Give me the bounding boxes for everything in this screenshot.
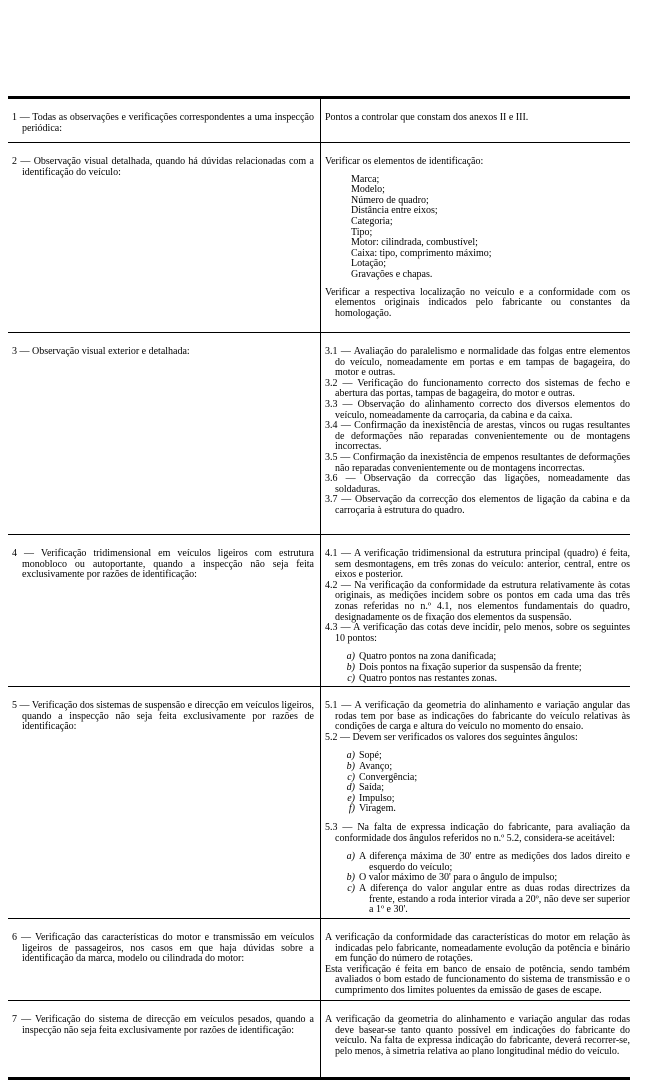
list-item: Modelo; (351, 184, 385, 196)
list-text: Quatro pontos na zona danificada; (359, 651, 497, 663)
list-text: A diferença máxima de 30' entre as medições dos lados direito e esquerdo do veículo; (359, 851, 630, 873)
row-text: 1 — Todas as observações e verificações correspondentes a uma inspecção periódica: (12, 112, 314, 134)
points-list (339, 652, 630, 684)
row-2-checks (321, 143, 630, 332)
list-label: a) (346, 750, 355, 762)
row-text: 6 — Verificação das características do motor e transmissão em veículos ligeiros de passageiros, nos casos em que haja dúvidas sobre a identificação da marca, modelo ou cilindrada do motor: (12, 932, 314, 965)
inspection-table (8, 96, 630, 1080)
row-text: Esta verificação é feita em banco de ensaio de potência, sendo também avaliados o bom estado de funcionamento do sistema de transmissão e o cumprimento dos limites poluentes da emissão de gases de escape. (325, 963, 630, 996)
row-4-description (8, 535, 321, 686)
list-item (339, 884, 630, 916)
list-text: Convergência; (359, 771, 418, 783)
list-text: A diferença do valor angular entre as duas rodas directrizes da frente, estando a roda interior virada a 20º, não deve ser superior a 1º e 30'. (359, 882, 630, 916)
row-1-description (8, 99, 321, 142)
row-text: 4.3 — A verificação das cotas deve incidir, pelo menos, sobre os seguintes 10 pontos: (325, 622, 630, 644)
row-text: 3.3 — Observação do alinhamento correcto dos diversos elementos do veículo, nomeadamente da carroçaria, da cabina e da caixa. (325, 398, 630, 421)
row-7-checks (321, 1001, 630, 1077)
row-4-checks (321, 535, 630, 686)
angles-list (339, 751, 630, 815)
row-5-checks (321, 687, 630, 918)
list-label: e) (347, 792, 355, 804)
row-text: 5.2 — Devem ser verificados os valores dos seguintes ângulos: (325, 731, 578, 743)
list-label: c) (347, 882, 355, 894)
list-text: Impulso; (359, 792, 395, 804)
list-text: Viragem. (359, 803, 396, 815)
list-text: Quatro pontos nas restantes zonas. (359, 672, 498, 684)
table-row (8, 686, 630, 918)
list-item: Lotação; (351, 258, 386, 270)
table-row (8, 534, 630, 686)
list-label: b) (346, 760, 355, 772)
list-text: Dois pontos na fixação superior da suspensão da frente; (359, 661, 582, 673)
row-text: 5.3 — Na falta de expressa indicação do fabricante, para avaliação da conformidade dos ângulos referidos no n.º 5.2, considera-se aceitável: (325, 821, 630, 844)
row-text: 5 — Verificação dos sistemas de suspensão e direcção em veículos ligeiros, quando a inspecção não seja feita exclusivamente por razões de identificação: (12, 700, 314, 733)
list-item: Distância entre eixos; (351, 205, 438, 217)
list-item: Caixa: tipo, comprimento máximo; (351, 247, 492, 259)
row-text: 3.1 — Avaliação do paralelismo e normalidade das folgas entre elementos do veículo, nomeadamente em portas e em tampas de bagageira, do motor e outras. (325, 346, 630, 379)
list-label: a) (346, 651, 355, 663)
row-text: 4 — Verificação tridimensional em veículos ligeiros com estrutura monobloco ou autoportante, quando a inspecção não seja feita exclusivamente por razões de identificação: (12, 548, 314, 581)
row-text: 3.2 — Verificação do funcionamento correcto dos sistemas de fecho e abertura das portas, tampas de bagageira, do motor e outras. (325, 377, 630, 400)
table-row (8, 96, 630, 142)
list-item: Tipo; (351, 226, 373, 238)
list-label: b) (346, 661, 355, 673)
row-text: Verificar os elementos de identificação: (325, 156, 484, 167)
list-item (339, 762, 630, 773)
tolerances-list (339, 852, 630, 916)
list-label: a) (346, 851, 355, 863)
list-label: d) (346, 782, 355, 794)
list-label: c) (347, 771, 355, 783)
row-5-description (8, 687, 321, 918)
list-label: b) (346, 872, 355, 884)
table-row (8, 1000, 630, 1080)
list-text: Avanço; (359, 760, 393, 772)
row-text: 3.6 — Observação da correcção das ligações, nomeadamente das soldaduras. (325, 473, 630, 495)
identification-elements-list (351, 175, 630, 281)
list-label: f) (348, 803, 355, 815)
row-text: 2 — Observação visual detalhada, quando há dúvidas relacionadas com a identificação do veículo: (12, 156, 314, 178)
list-item: Marca; (351, 173, 380, 185)
row-1-checks (321, 99, 630, 142)
row-text: 3.5 — Confirmação da inexistência de empenos resultantes de deformações não reparadas convenientemente ou de montagens incorrectas. (325, 451, 630, 474)
row-text: 3.7 — Observação da correcção dos elementos de ligação da cabina e da carroçaria à estrutura do quadro. (325, 494, 630, 516)
list-item: Gravações e chapas. (351, 268, 433, 280)
list-item (339, 852, 630, 873)
row-6-description (8, 919, 321, 1000)
row-text: 3 — Observação visual exterior e detalhada: (12, 346, 190, 357)
table-row (8, 142, 630, 332)
list-item: Categoria; (351, 215, 393, 227)
list-item (339, 663, 630, 674)
list-item (339, 674, 630, 685)
list-text: O valor máximo de 30' para o ângulo de impulso; (359, 872, 558, 884)
row-text: 3.4 — Confirmação da inexistência de arestas, vincos ou rugas resultantes de deformações não reparadas convenientemente ou de montagens incorrectas. (325, 420, 630, 453)
row-text: 4.1 — A verificação tridimensional da estrutura principal (quadro) é feita, sem desmontagens, em três zonas do veículo: anterior, central, entre os eixos e posterior. (325, 548, 630, 581)
row-text: A verificação da conformidade das características do motor em relação às indicadas pelo fabricante, nomeadamente evolução da potência e binário em função do número de rotações. (325, 932, 630, 965)
list-text: Saída; (359, 782, 384, 794)
row-text: Verificar a respectiva localização no veículo e a conformidade com os elementos originais indicados pelo fabricante ou constantes da homologação. (325, 286, 630, 319)
list-label: c) (347, 672, 355, 684)
row-3-description (8, 333, 321, 534)
table-row (8, 332, 630, 534)
row-7-description (8, 1001, 321, 1077)
row-text: 4.2 — Na verificação da conformidade da estrutura relativamente às cotas originais, as medições incidem sobre os pontos em cada uma das três zonas referidas no n.º 4.1, nos elementos fundamentais do quadro, designadamente os de fixação dos elementos da suspensão. (325, 579, 630, 623)
row-6-checks (321, 919, 630, 1000)
row-text: A verificação da geometria do alinhamento e variação angular das rodas deve basear-se tanto quanto possível em indicações do fabricante do veículo. Na falta de expressa indicação do fabricante, deverá recorrer-se, pelo menos, à simetria relativa ao plano longitudinal médio do veículo. (325, 1014, 630, 1057)
row-text: 5.1 — A verificação da geometria do alinhamento e variação angular das rodas tem por base as indicações do fabricante do veículo relativas às condições de carga e altura do veículo no momento do ensaio. (325, 700, 630, 733)
list-item (339, 804, 630, 815)
row-text: 7 — Verificação do sistema de direcção em veículos pesados, quando a inspecção não seja feita exclusivamente por razões de identificação: (12, 1014, 314, 1036)
row-text: Pontos a controlar que constam dos anexos II e III. (325, 112, 529, 123)
list-item: Motor: cilindrada, combustível; (351, 237, 478, 249)
table-row (8, 918, 630, 1000)
row-3-checks (321, 333, 630, 534)
list-item: Número de quadro; (351, 194, 429, 206)
list-text: Sopé; (359, 750, 382, 762)
row-2-description (8, 143, 321, 332)
